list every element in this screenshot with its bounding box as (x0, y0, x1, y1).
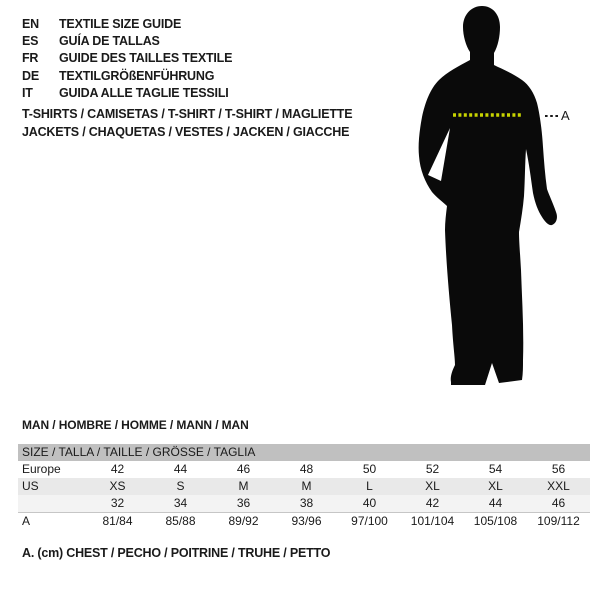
table-cell: 54 (488, 462, 503, 476)
table-cell: L (366, 479, 373, 493)
language-guide-title: GUIDA ALLE TAGLIE TESSILI (59, 86, 229, 101)
category-jackets: JACKETS / CHAQUETAS / VESTES / JACKEN / GIACCHE (22, 124, 350, 139)
table-row-chest-cm (18, 512, 590, 530)
measurement-marker-a: A (561, 108, 570, 123)
table-cell: 46 (551, 496, 566, 510)
language-row (22, 32, 232, 49)
table-cell: 44 (173, 462, 188, 476)
table-cell: 32 (110, 496, 125, 510)
table-cell: 97/100 (351, 514, 388, 528)
table-cell: 44 (488, 496, 503, 510)
table-cell: M (238, 479, 249, 493)
size-table-header: SIZE / TALLA / TAILLE / GRÖSSE / TAGLIA (18, 444, 590, 461)
table-cell: 40 (362, 496, 377, 510)
table-cell: 105/108 (473, 514, 518, 528)
size-table (18, 444, 590, 530)
language-guide-list (22, 15, 232, 102)
table-cell: 89/92 (228, 514, 259, 528)
table-cell: 46 (236, 462, 251, 476)
table-cell: XL (425, 479, 440, 493)
table-cell: 34 (173, 496, 188, 510)
table-row-alt-sizes (18, 495, 590, 512)
man-silhouette-icon (419, 6, 557, 385)
table-cell: XXL (547, 479, 570, 493)
language-code: FR (22, 51, 39, 66)
language-guide-title: GUÍA DE TALLAS (59, 34, 160, 49)
table-cell: 48 (299, 462, 314, 476)
language-code: EN (22, 16, 39, 31)
table-cell: M (301, 479, 312, 493)
table-cell: 56 (551, 462, 566, 476)
table-cell: 50 (362, 462, 377, 476)
row-label: A (22, 514, 31, 528)
table-cell: 42 (110, 462, 125, 476)
language-code: DE (22, 68, 39, 83)
table-cell: 101/104 (410, 514, 455, 528)
language-row (22, 15, 232, 32)
language-code: IT (22, 86, 33, 101)
table-cell: 36 (236, 496, 251, 510)
table-cell: 52 (425, 462, 440, 476)
table-cell: XL (488, 479, 503, 493)
table-cell: 38 (299, 496, 314, 510)
language-guide-title: GUIDE DES TAILLES TEXTILE (59, 51, 233, 66)
row-label: US (22, 479, 39, 493)
table-cell: XS (109, 479, 126, 493)
man-silhouette-figure (405, 3, 575, 393)
language-row (22, 50, 232, 67)
language-guide-title: TEXTILE SIZE GUIDE (59, 16, 182, 31)
garment-categories (22, 106, 352, 141)
language-row (22, 85, 232, 102)
row-label: Europe (22, 462, 61, 476)
table-cell: 93/96 (291, 514, 322, 528)
table-row-us (18, 478, 590, 495)
table-cell: 85/88 (165, 514, 196, 528)
language-code: ES (22, 34, 39, 49)
language-guide-title: TEXTILGRÖßENFÜHRUNG (59, 68, 215, 83)
table-cell: 42 (425, 496, 440, 510)
measurement-legend: A. (cm) CHEST / PECHO / POITRINE / TRUHE / PETTO (22, 546, 331, 560)
language-row (22, 67, 232, 84)
table-cell: 109/112 (537, 514, 580, 528)
section-title-man: MAN / HOMBRE / HOMME / MANN / MAN (22, 418, 249, 432)
table-cell: 81/84 (102, 514, 133, 528)
category-tshirts: T-SHIRTS / CAMISETAS / T-SHIRT / T-SHIRT / MAGLIETTE (22, 107, 353, 121)
table-row-europe (18, 461, 590, 478)
table-cell: S (176, 479, 185, 493)
